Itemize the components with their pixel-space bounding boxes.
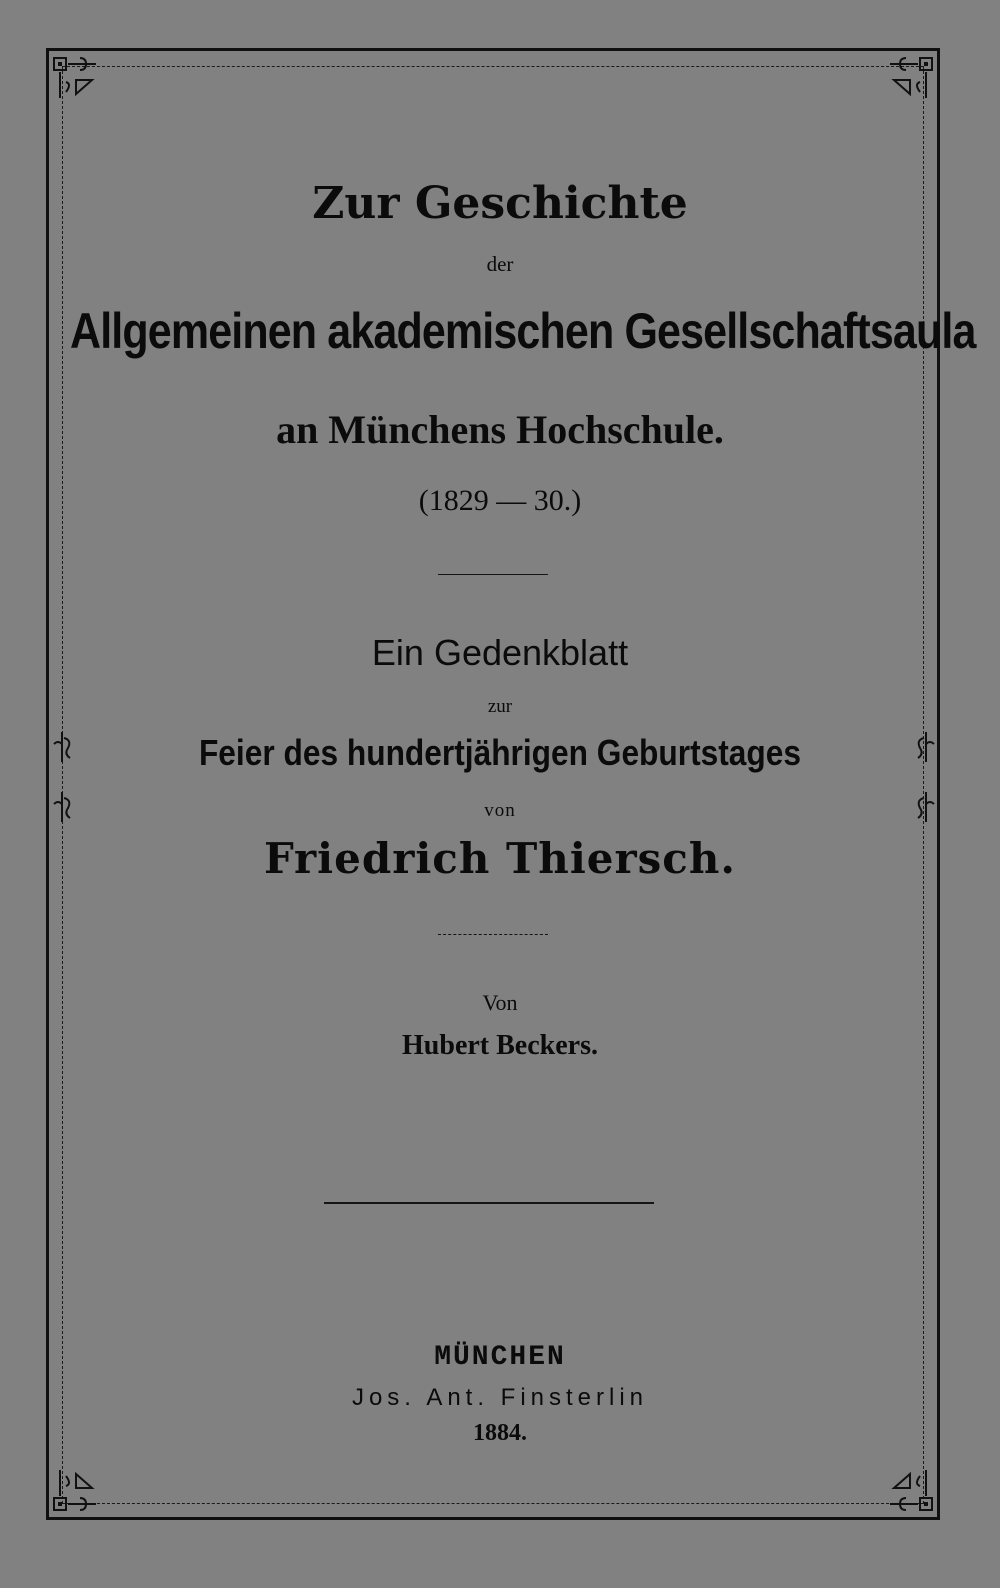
title-line-2: Allgemeinen akademischen Gesellschaftsaula <box>70 303 976 359</box>
corner-ornament-icon <box>52 54 100 102</box>
title-line-3: an Münchens Hochschule. <box>276 407 724 452</box>
honoree-name: Friedrich Thiersch. <box>263 834 737 883</box>
imprint-city: MÜNCHEN <box>434 1342 566 1373</box>
divider-rule <box>438 934 548 935</box>
corner-ornament-icon <box>52 1466 100 1514</box>
title-connector-der: der <box>486 252 514 276</box>
author-name: Hubert Beckers. <box>402 1030 598 1061</box>
divider-rule <box>324 1202 654 1204</box>
subtitle-line-2: Feier des hundertjährigen Geburtstages <box>198 732 802 773</box>
imprint-year: 1884. <box>473 1420 527 1446</box>
title-line-1: Zur Geschichte <box>312 178 688 229</box>
divider-rule <box>438 574 548 575</box>
imprint-publisher: Jos. Ant. Finsterlin <box>351 1384 649 1411</box>
author-prefix: Von <box>482 990 518 1015</box>
inner-border <box>62 66 924 1504</box>
subtitle-connector-zur: zur <box>487 696 513 717</box>
subtitle-line-1: Ein Gedenkblatt <box>371 632 629 673</box>
corner-ornament-icon <box>886 1466 934 1514</box>
subtitle-connector-von: von <box>484 800 516 821</box>
title-dates: (1829 — 30.) <box>418 484 582 517</box>
corner-ornament-icon <box>886 54 934 102</box>
